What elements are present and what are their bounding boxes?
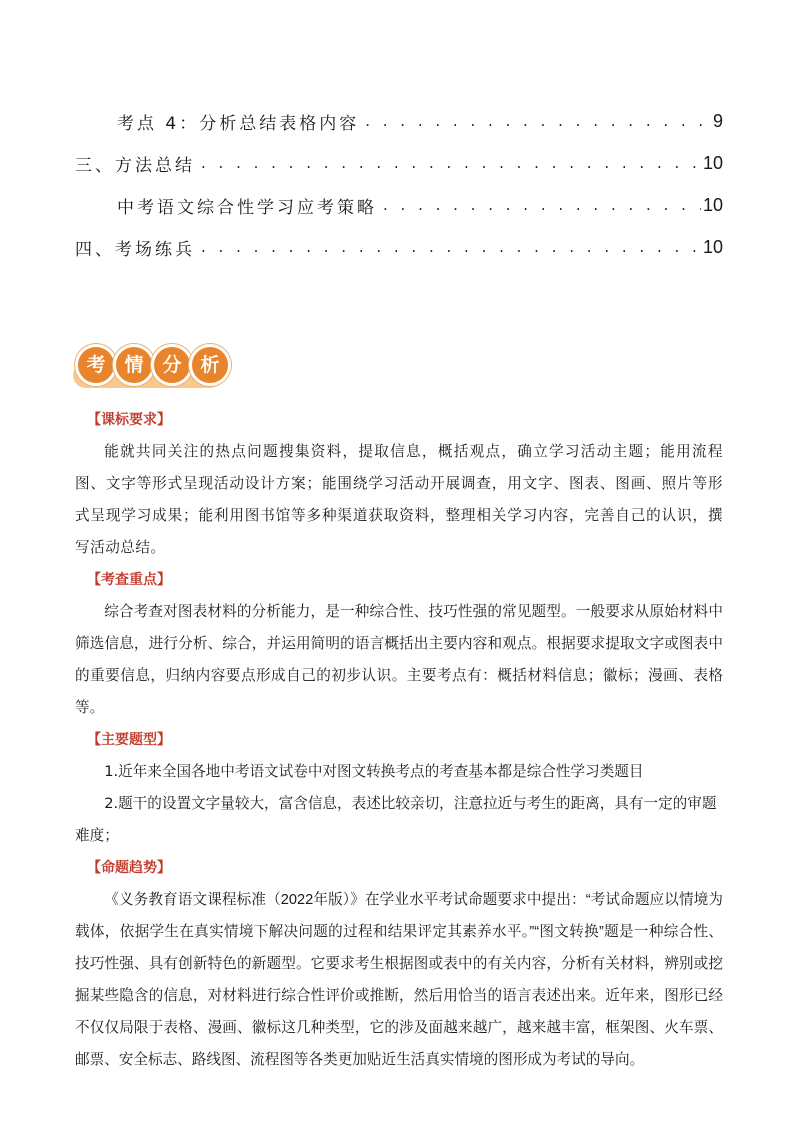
banner-char: 分 (151, 344, 193, 386)
toc-leader-dots (383, 196, 701, 214)
toc-entry[interactable] (75, 226, 723, 268)
paragraph-focus: 综合考查对图表材料的分析能力，是一种综合性、技巧性强的常见题型。一般要求从原始材料中筛选信息，进行分析、综合，并运用简明的语言概括出主要内容和观点。根据要求提取文字或图表中的重要信息，归纳内容要点形成自己的初步认识。主要考点有：概括材料信息；徽标；漫画、表格等。 (75, 604, 723, 716)
toc-leader-dots (201, 154, 701, 172)
section-heading-focus: 【考查重点】 (87, 572, 171, 588)
toc-entry-page: 10 (702, 152, 723, 173)
toc-entry-title: 四、考场练兵 (75, 235, 201, 260)
section-heading-trend: 【命题趋势】 (87, 860, 171, 876)
list-item: 2.题干的设置文字量较大，富含信息，表述比较亲切，注意拉近与考生的距离，具有一定的审题难度； (75, 795, 717, 844)
paragraph-curriculum: 能就共同关注的热点问题搜集资料，提取信息，概括观点，确立学习活动主题；能用流程图、文字等形式呈现活动设计方案；能围绕学习活动开展调查，用文字、图表、图画、照片等形式呈现学习成果；能利用图书馆等多种渠道获取资料，整理相关学习内容，完善自己的认识，撰写活动总结。 (75, 443, 723, 556)
toc-entry-page: 10 (702, 194, 723, 215)
toc-entry-page: 10 (702, 236, 723, 257)
list-item: 1.近年来全国各地中考语文试卷中对图文转换考点的考查基本都是综合性学习类题目 (104, 763, 644, 780)
toc-leader-dots (365, 112, 711, 130)
section-banner (73, 344, 228, 390)
toc-entry-title: 考点 4：分析总结表格内容 (117, 109, 365, 134)
banner-char: 析 (189, 344, 231, 386)
toc-entry-title: 中考语文综合性学习应考策略 (117, 193, 383, 218)
toc-entry[interactable] (75, 142, 723, 184)
banner-char: 情 (113, 344, 155, 386)
section-heading-curriculum: 【课标要求】 (87, 412, 171, 428)
toc-leader-dots (201, 238, 701, 256)
toc-entry-page: 9 (712, 110, 723, 131)
main-content (75, 404, 723, 1076)
banner-char: 考 (75, 344, 117, 386)
section-heading-types: 【主要题型】 (87, 732, 171, 748)
paragraph-trend: 《义务教育语文课程标准（2022年版）》在学业水平考试命题要求中提出：“考试命题应以情境为载体，依据学生在真实情境下解决问题的过程和结果评定其素养水平。”“图文转换”题是一种综合性、技巧性强、具有创新特色的新题型。它要求考生根据图或表中的有关内容，分析有关材料，辨别或挖掘某些隐含的信息，对材料进行综合性评价或推断，然后用恰当的语言表述出来。近年来，图形已经不仅仅局限于表格、漫画、徽标这几种类型，它的涉及面越来越广，越来越丰富，框架图、火车票、邮票、安全标志、路线图、流程图等各类更加贴近生活真实情境的图形成为考试的导向。 (75, 892, 723, 1068)
toc-entry[interactable] (75, 184, 723, 226)
table-of-contents (75, 100, 723, 268)
toc-entry-title: 三、方法总结 (75, 151, 201, 176)
toc-entry[interactable] (75, 100, 723, 142)
